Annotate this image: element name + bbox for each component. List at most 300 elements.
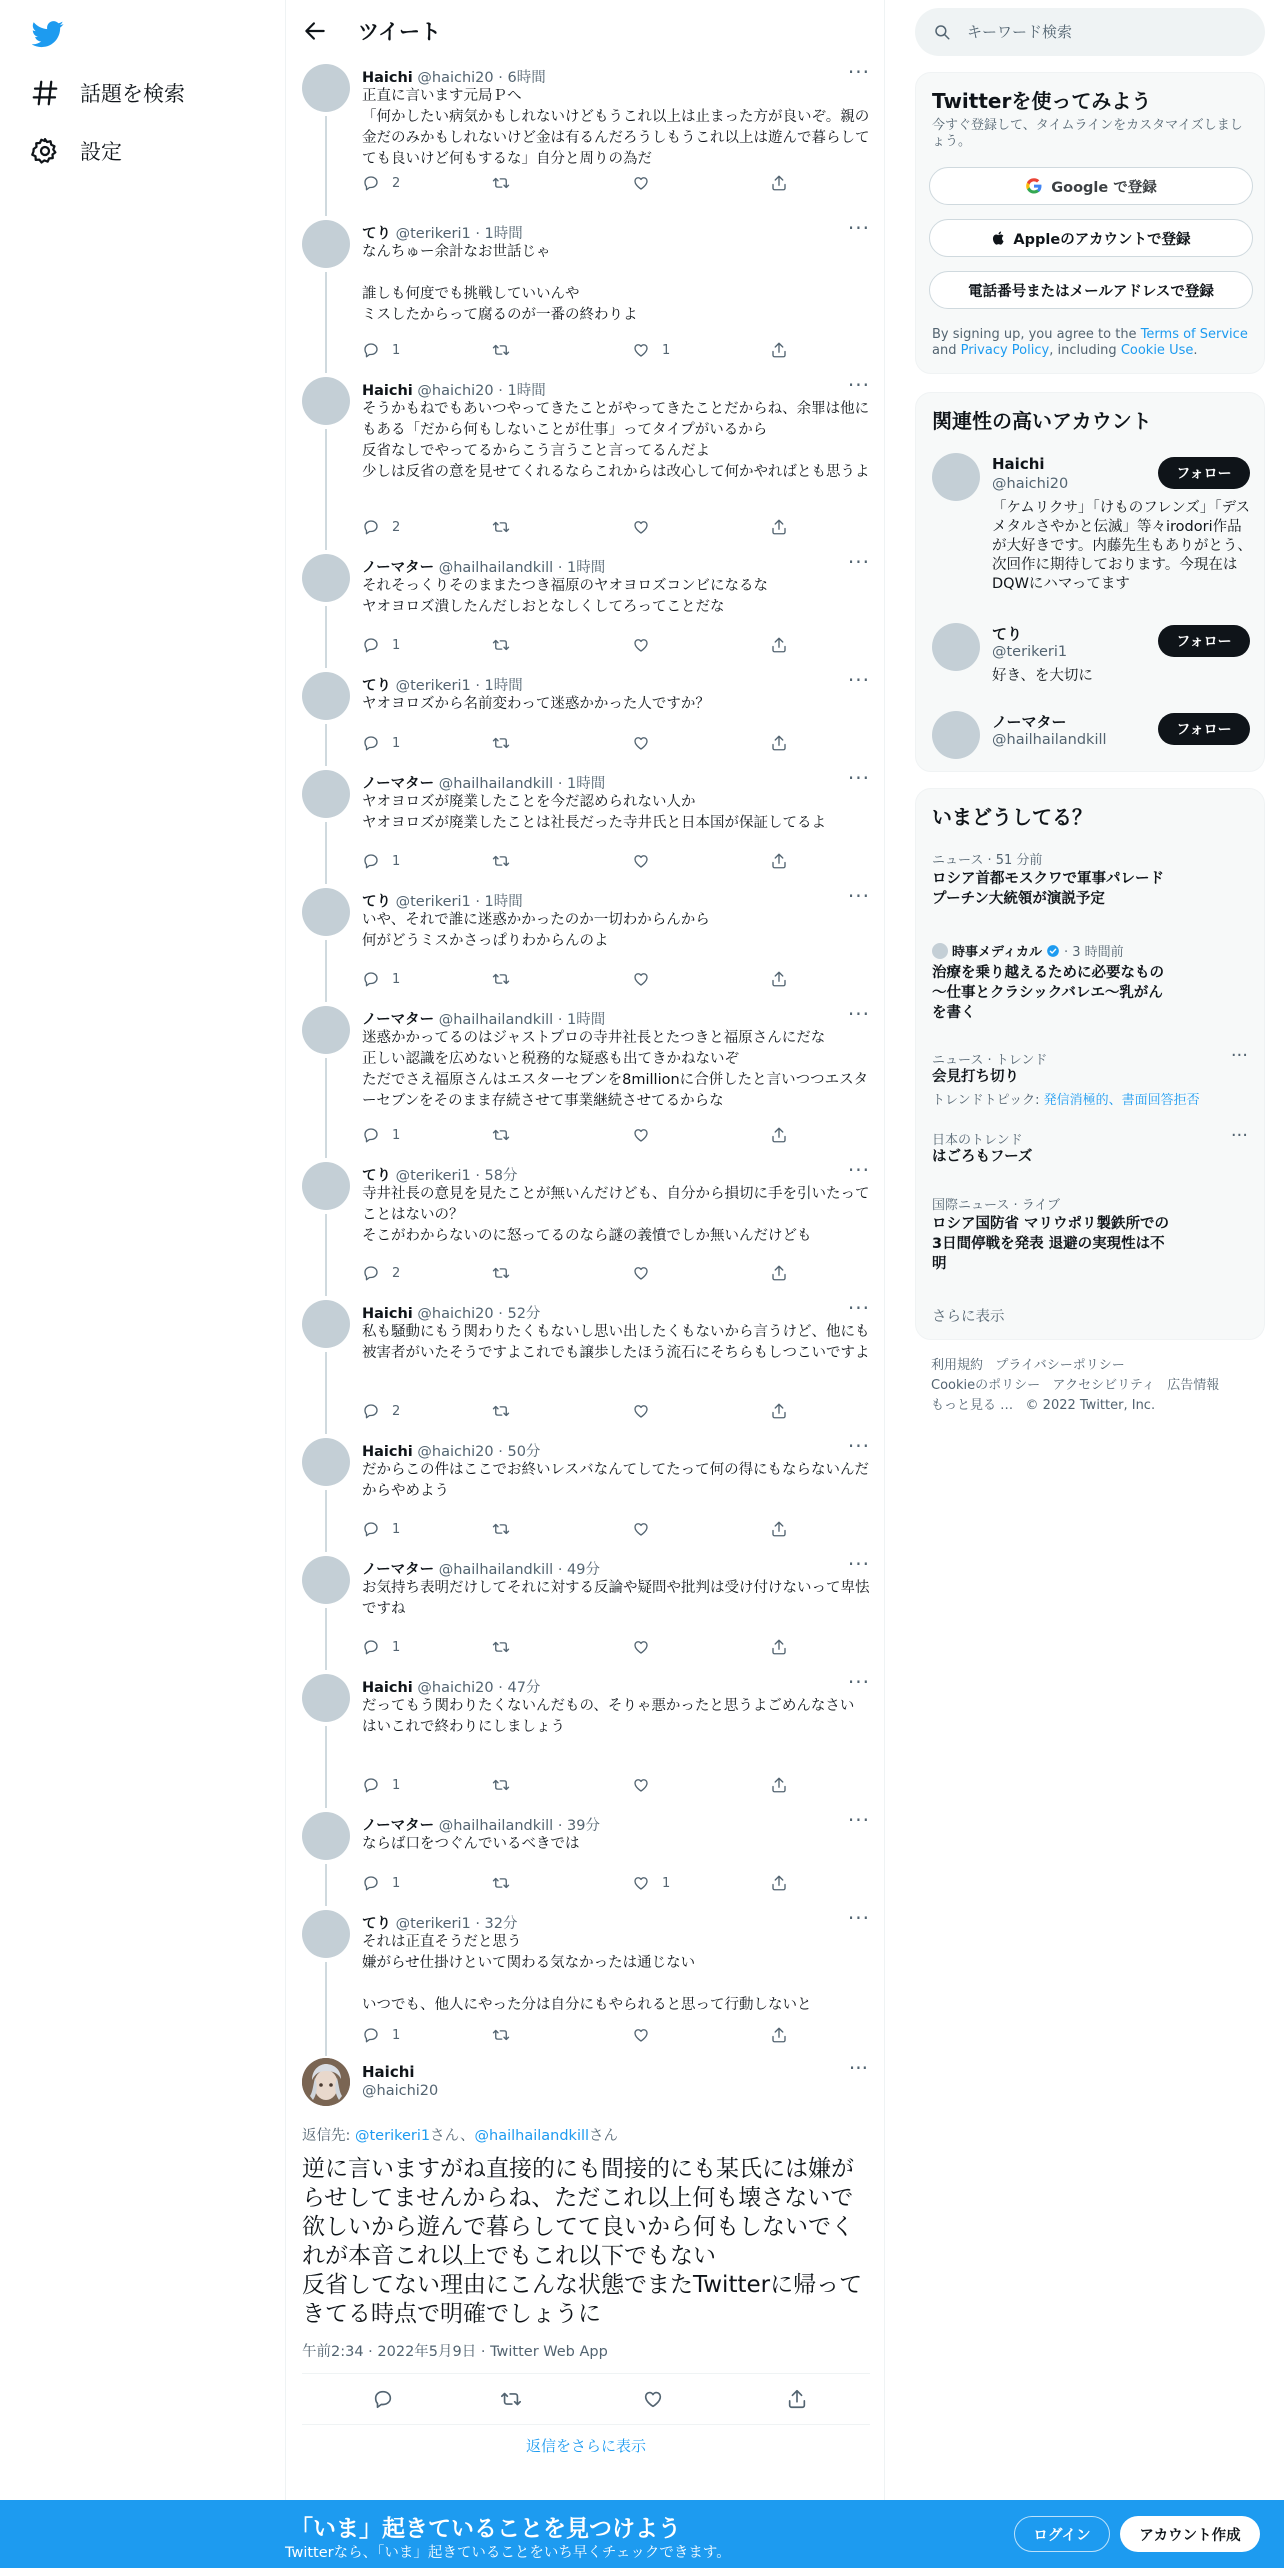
avatar[interactable] — [302, 1006, 350, 1054]
trends-title: いまどうしてる？ — [932, 805, 1092, 829]
share-button[interactable] — [770, 174, 788, 192]
tweet-author-name[interactable]: Haichi — [362, 383, 413, 399]
share-button[interactable] — [770, 636, 788, 654]
reply-icon — [362, 970, 380, 988]
footer-ads-link[interactable]: 広告情報 — [1167, 1378, 1220, 1393]
tweet-author-name[interactable]: てり — [362, 678, 391, 694]
tweet-action-bar — [362, 636, 832, 656]
like-button[interactable] — [632, 970, 662, 988]
reply-suffix: さん — [589, 2128, 619, 2144]
timeline-column — [285, 0, 885, 2500]
tweet-text: それは正直そうだと思う 嫌がらせ仕掛けといて関わる気なかったは通じない いつでも、他人にやった分は自分にもやられると思って行動しないと — [362, 1934, 812, 2013]
tweet-header — [362, 1302, 540, 1323]
more-options-icon[interactable]: ··· — [1230, 1045, 1248, 1066]
trend-item-title[interactable]: はごろもフーズ — [932, 1149, 1033, 1165]
reply-button[interactable] — [362, 734, 400, 752]
reply-button[interactable] — [362, 1264, 400, 1282]
retweet-icon — [492, 852, 510, 870]
apple-signup-button[interactable] — [929, 219, 1253, 257]
thread-connector-line — [325, 606, 327, 668]
reply-icon — [362, 852, 380, 870]
share-button[interactable] — [770, 1126, 788, 1144]
trend-topic-link[interactable]: 発信消極的、書面回答拒否 — [1043, 1093, 1200, 1108]
avatar[interactable] — [302, 1300, 350, 1348]
retweet-icon — [492, 518, 510, 536]
avatar[interactable] — [302, 2058, 350, 2106]
like-button[interactable] — [632, 2026, 662, 2044]
apple-signup-label: Appleのアカウントで登録 — [1013, 231, 1191, 248]
divider — [302, 2424, 870, 2425]
tweet-author-name[interactable]: Haichi — [362, 1444, 413, 1460]
retweet-button[interactable] — [492, 1520, 522, 1538]
reply-button[interactable] — [362, 2026, 400, 2044]
account-bio: 「ケムリクサ」「けものフレンズ」「デスメタルさやかと伝滅」等々irodori作品が大好きです。内藤先生もありがとう、次回作に期待しております。今現在はDQWにハマってます — [992, 500, 1252, 592]
avatar[interactable] — [302, 1910, 350, 1958]
reply-count: 1 — [392, 1777, 401, 1793]
tweet-action-bar — [362, 518, 832, 538]
tweet-handle-and-time[interactable]: @haichi20 · 47分 — [417, 1680, 541, 1696]
nav-explore-label: 話題を検索 — [80, 82, 185, 106]
share-button[interactable] — [770, 518, 788, 536]
like-button[interactable] — [632, 174, 662, 192]
reply-button[interactable] — [362, 970, 400, 988]
reply-count: 1 — [392, 1127, 401, 1143]
tweet-author-name[interactable]: てり — [362, 894, 391, 910]
search-input[interactable] — [967, 20, 1237, 44]
share-button[interactable] — [770, 970, 788, 988]
reply-button[interactable] — [362, 341, 400, 359]
reply-button[interactable] — [362, 1402, 400, 1420]
publisher-avatar — [932, 943, 948, 959]
tweet-text: だからこの件はここでお終いレスバなんてしてたって何の得にもならないんだからやめよう — [362, 1462, 870, 1499]
like-button[interactable] — [632, 1520, 662, 1538]
retweet-button[interactable] — [492, 1402, 522, 1420]
avatar[interactable] — [302, 554, 350, 602]
thread-connector-line — [325, 116, 327, 216]
nav-settings-label: 設定 — [80, 140, 122, 164]
more-options-icon[interactable]: ··· — [1230, 1125, 1248, 1146]
reply-count: 1 — [392, 735, 401, 751]
avatar[interactable] — [302, 672, 350, 720]
reply-count: 2 — [392, 175, 401, 191]
trend-item-title[interactable]: ロシア国防省 マリウポリ製鉄所での3日間停戦を発表 退避の実現性は不明 — [932, 1216, 1170, 1272]
trend-topic-prefix: トレンドトピック: — [932, 1093, 1044, 1108]
like-button[interactable] — [632, 1402, 662, 1420]
avatar[interactable] — [302, 377, 350, 425]
footer-accessibility-link[interactable]: アクセシビリティ — [1052, 1378, 1155, 1393]
share-icon — [770, 341, 788, 359]
retweet-icon — [492, 734, 510, 752]
like-button[interactable] — [632, 1874, 670, 1892]
tweet-header — [362, 1676, 540, 1697]
heart-icon — [632, 341, 650, 359]
tweet-handle-and-time[interactable]: @haichi20 · 52分 — [417, 1306, 541, 1322]
focused-tweet-text: 逆に言いますがね直接的にも間接的にも某氏には嫌がらせしてませんからね、ただこれ以上何も壊さないで欲しいから遊んで暮らしてて良いから何もしないでくれが本音これ以上でもこれ以下でもない 反省してない理由にこんな状態でまたTwitterに帰ってきてる時点で明確でしょうに — [302, 2156, 863, 2327]
retweet-button[interactable] — [492, 852, 522, 870]
reply-button[interactable] — [372, 2388, 394, 2414]
more-options-icon[interactable]: ··· — [847, 884, 870, 908]
divider — [302, 2373, 870, 2374]
retweet-icon — [492, 341, 510, 359]
footer-links — [931, 1356, 1261, 1416]
heart-icon — [632, 970, 650, 988]
like-count: 1 — [662, 1875, 671, 1891]
nav-explore[interactable] — [30, 69, 185, 117]
reply-button[interactable] — [362, 1776, 400, 1794]
reply-icon — [362, 174, 380, 192]
trend-item-title[interactable]: ロシア首都モスクワで軍事パレード プーチン大統領が演説予定 — [932, 871, 1170, 907]
tweet-author-name[interactable]: ノーマター — [362, 776, 435, 792]
retweet-icon — [492, 1520, 510, 1538]
thread-connector-line — [325, 1608, 327, 1670]
tweet-handle-and-time[interactable]: @haichi20 · 1時間 — [417, 383, 546, 399]
show-more-replies-link[interactable]: 返信をさらに表示 — [525, 2437, 646, 2455]
tweet-text: だってもう関わりたくないんだもの、そりゃ悪かったと思うよごめんなさい はいこれで終わりにしましょう — [362, 1698, 855, 1735]
retweet-button[interactable] — [492, 2026, 522, 2044]
focused-author-name[interactable]: Haichi — [362, 2063, 415, 2081]
like-button[interactable] — [632, 1264, 662, 1282]
share-button[interactable] — [770, 1776, 788, 1794]
focused-author-handle[interactable]: @haichi20 — [362, 2083, 439, 2099]
reply-button[interactable] — [362, 1638, 400, 1656]
heart-icon — [632, 1402, 650, 1420]
tweet-timestamp[interactable]: 午前2:34 · 2022年5月9日 · Twitter Web App — [302, 2344, 608, 2360]
reply-count: 1 — [392, 1639, 401, 1655]
reply-count: 1 — [392, 637, 401, 653]
thread-connector-line — [325, 1490, 327, 1552]
tweet-handle-and-time[interactable]: @terikeri1 · 1時間 — [395, 894, 523, 910]
tweet-header — [362, 222, 523, 243]
more-options-icon[interactable]: ··· — [847, 373, 870, 397]
search-icon — [933, 23, 951, 41]
tweet-text: お気持ち表明だけしてそれに対する反論や疑問や批判は受け付けないって卑怯ですね — [362, 1580, 870, 1617]
more-options-icon[interactable]: ··· — [847, 1552, 870, 1576]
reply-icon — [362, 518, 380, 536]
footer-more-link[interactable]: もっと見る … — [931, 1398, 1014, 1413]
reply-count: 1 — [392, 1875, 401, 1891]
tweet-action-bar — [362, 1638, 832, 1658]
avatar-image-icon — [302, 2058, 350, 2106]
more-options-icon[interactable]: ··· — [847, 1808, 870, 1832]
more-options-icon[interactable]: ··· — [848, 2056, 868, 2080]
tweet-header — [362, 1164, 518, 1185]
thread-connector-line — [325, 940, 327, 1002]
share-icon — [770, 174, 788, 192]
more-options-icon[interactable]: ··· — [847, 1434, 870, 1458]
back-arrow-icon[interactable] — [302, 18, 328, 44]
page-header — [286, 0, 886, 62]
trend-item-title[interactable]: 治療を乗り越えるために必要なもの～仕事とクラシックバレエ～乳がんを書く — [932, 965, 1164, 1021]
thread-connector-line — [325, 1962, 327, 2056]
tweet-handle-and-time[interactable]: @haichi20 · 50分 — [417, 1444, 541, 1460]
tweet-handle-and-time[interactable]: @hailhailandkill · 1時間 — [438, 776, 606, 792]
like-button[interactable] — [632, 1126, 662, 1144]
mention-link-terikeri1[interactable]: @terikeri1 — [355, 2128, 431, 2144]
account-handle[interactable]: @terikeri1 — [992, 644, 1068, 660]
retweet-icon — [492, 1402, 510, 1420]
retweet-icon — [492, 636, 510, 654]
account-name[interactable]: Haichi — [992, 455, 1045, 473]
login-button[interactable]: ログイン — [1014, 2516, 1110, 2552]
thread-connector-line — [325, 724, 327, 766]
avatar[interactable] — [302, 770, 350, 818]
tweet-action-bar — [362, 852, 832, 872]
privacy-policy-link[interactable]: Privacy Policy — [960, 343, 1050, 358]
reply-button[interactable] — [362, 636, 400, 654]
avatar[interactable] — [932, 623, 980, 671]
footer-privacy-link[interactable]: プライバシーポリシー — [995, 1358, 1125, 1373]
retweet-button[interactable] — [492, 1874, 522, 1892]
thread-connector-line — [325, 272, 327, 373]
tweet-handle-and-time[interactable]: @terikeri1 · 1時間 — [395, 678, 523, 694]
retweet-button[interactable] — [492, 518, 522, 536]
heart-icon — [642, 2388, 664, 2410]
tweet-handle-and-time[interactable]: @hailhailandkill · 49分 — [438, 1562, 600, 1578]
share-button[interactable] — [770, 1520, 788, 1538]
heart-icon — [632, 1776, 650, 1794]
heart-icon — [632, 1874, 650, 1892]
avatar[interactable] — [302, 1812, 350, 1860]
more-options-icon[interactable]: ··· — [847, 1158, 870, 1182]
tweet-header — [362, 674, 523, 695]
tweet-handle-and-time[interactable]: @hailhailandkill · 1時間 — [438, 1012, 606, 1028]
more-options-icon[interactable]: ··· — [847, 1002, 870, 1026]
retweet-button[interactable] — [500, 2388, 522, 2414]
like-button[interactable] — [632, 1776, 662, 1794]
phone-email-signup-button[interactable] — [929, 271, 1253, 309]
reply-count: 1 — [392, 342, 401, 358]
retweet-icon — [492, 1776, 510, 1794]
tweet-action-bar — [362, 1520, 832, 1540]
trend-meta: ニュース · 51 分前 — [932, 853, 1043, 868]
account-name[interactable]: ノーマター — [992, 713, 1067, 731]
tweet-header — [362, 890, 523, 911]
tweet-author-name[interactable]: てり — [362, 1168, 391, 1184]
reply-button[interactable] — [362, 852, 400, 870]
tweet-text: そうかもねでもあいつやってきたことがやってきたことだからね、余罪は他にもある「だから何もしないことが仕事」ってタイプがいるから 反省なしでやってるからこう言うこと言ってるんだよ 少しは反省の意を見せてくれるならこれからは改心して何かやればとも思うよ — [362, 401, 870, 480]
tweet-text: ヤオヨロズから名前変わって迷惑かかった人ですか？ — [362, 696, 710, 712]
follow-button[interactable]: フォロー — [1158, 713, 1250, 745]
retweet-icon — [492, 2026, 510, 2044]
reply-icon — [362, 734, 380, 752]
left-nav — [0, 0, 285, 2568]
retweet-button[interactable] — [492, 1264, 522, 1282]
tweet-handle-and-time[interactable]: @hailhailandkill · 39分 — [438, 1818, 600, 1834]
tweet-author-name[interactable]: ノーマター — [362, 1012, 435, 1028]
retweet-icon — [492, 174, 510, 192]
retweet-icon — [500, 2388, 522, 2410]
google-signup-button[interactable] — [929, 167, 1253, 205]
like-button[interactable] — [632, 734, 662, 752]
thread-connector-line — [325, 1058, 327, 1158]
avatar[interactable] — [932, 711, 980, 759]
retweet-icon — [492, 1126, 510, 1144]
cookie-use-link[interactable]: Cookie Use — [1120, 343, 1194, 358]
tweet-text: ならば口をつぐんでいるべきでは — [362, 1836, 580, 1852]
thread-connector-line — [325, 1864, 327, 1906]
avatar[interactable] — [302, 1162, 350, 1210]
heart-icon — [632, 518, 650, 536]
reply-button[interactable] — [362, 518, 400, 536]
tweet-text: ヤオヨロズが廃業したことを今だ認められない人か ヤオヨロズが廃業したことは社長だった寺井氏と日本国が保証してるよ — [362, 794, 826, 831]
tweet-author-name[interactable]: Haichi — [362, 1680, 413, 1696]
signup-subtitle: 今すぐ登録して、タイムラインをカスタマイズしましょう。 — [932, 118, 1243, 149]
tweet-author-name[interactable]: ノーマター — [362, 560, 435, 576]
thread-connector-line — [325, 1726, 327, 1808]
follow-button[interactable]: フォロー — [1158, 457, 1250, 489]
retweet-button[interactable] — [492, 636, 522, 654]
reply-count: 1 — [392, 853, 401, 869]
avatar[interactable] — [302, 64, 350, 112]
reply-count: 1 — [392, 2027, 401, 2043]
more-options-icon[interactable]: ··· — [847, 668, 870, 692]
related-accounts-card — [915, 392, 1265, 772]
account-name[interactable]: てり — [992, 625, 1023, 643]
tweet-action-bar — [362, 734, 832, 754]
tweet-handle-and-time[interactable]: @terikeri1 · 32分 — [395, 1916, 518, 1932]
reply-button[interactable] — [362, 1520, 400, 1538]
share-icon — [770, 970, 788, 988]
heart-icon — [632, 1638, 650, 1656]
reply-button[interactable] — [362, 1874, 400, 1892]
tweet-text: 正直に言います元局Ｐへ 「何かしたい病気かもしれないけどもうこれ以上は止まった方が良いぞ。親の金だのみかもしれないけど金は有るんだろうしもうこれ以上は遊んで暮らしてても良いけど何もするな」自分と周りの為だ — [362, 88, 870, 167]
more-options-icon[interactable]: ··· — [847, 60, 870, 84]
tweet-author-name[interactable]: ノーマター — [362, 1562, 435, 1578]
tweet-handle-and-time[interactable]: @terikeri1 · 58分 — [395, 1168, 518, 1184]
hashtag-icon — [30, 78, 60, 108]
tweet-header — [362, 772, 605, 793]
tweet-text: それそっくりそのままたつき福原のヤオヨロズコンビになるな ヤオヨロズ潰したんだしおとなしくしてろってことだな — [362, 578, 768, 615]
like-button[interactable] — [632, 852, 662, 870]
more-options-icon[interactable]: ··· — [847, 216, 870, 240]
like-button[interactable] — [632, 1638, 662, 1656]
like-button[interactable] — [632, 341, 670, 359]
retweet-icon — [492, 970, 510, 988]
trend-meta — [932, 941, 1124, 960]
signup-title: Twitterを使ってみよう — [932, 89, 1152, 113]
search-bar[interactable] — [915, 8, 1265, 56]
heart-icon — [632, 1264, 650, 1282]
reply-icon — [362, 1520, 380, 1538]
tweet-action-bar — [362, 1264, 832, 1284]
more-options-icon[interactable]: ··· — [847, 550, 870, 574]
account-handle[interactable]: @haichi20 — [992, 476, 1069, 492]
share-button[interactable] — [770, 734, 788, 752]
heart-icon — [632, 2026, 650, 2044]
retweet-button[interactable] — [492, 1638, 522, 1656]
focused-action-bar — [286, 2388, 886, 2412]
like-button[interactable] — [632, 636, 662, 654]
heart-icon — [632, 174, 650, 192]
reply-icon — [362, 1874, 380, 1892]
tweet-action-bar — [362, 174, 832, 194]
avatar[interactable] — [302, 1674, 350, 1722]
like-count: 1 — [662, 342, 671, 358]
share-button[interactable] — [770, 1402, 788, 1420]
retweet-button[interactable] — [492, 341, 522, 359]
reply-prefix: 返信先: — [302, 2128, 355, 2144]
phone-email-signup-label: 電話番号またはメールアドレスで登録 — [968, 283, 1214, 300]
tweet-text: いや、それで誰に迷惑かかったのか一切わからんから 何がどうミスかさっぱりわからんのよ — [362, 912, 710, 949]
heart-icon — [632, 1520, 650, 1538]
heart-icon — [632, 852, 650, 870]
footer-cookie-link[interactable]: Cookieのポリシー — [931, 1378, 1041, 1393]
trend-item-title[interactable]: 会見打ち切り — [932, 1069, 1019, 1085]
footer-terms-link[interactable]: 利用規約 — [931, 1358, 984, 1373]
tweet-handle-and-time[interactable]: @hailhailandkill · 1時間 — [438, 560, 606, 576]
share-icon — [770, 1126, 788, 1144]
reply-button[interactable] — [362, 1126, 400, 1144]
tweet-action-bar — [362, 341, 832, 361]
tweet-header — [362, 1912, 518, 1933]
more-options-icon[interactable]: ··· — [847, 1296, 870, 1320]
tweet-author-name[interactable]: Haichi — [362, 70, 413, 86]
share-button[interactable] — [786, 2388, 808, 2414]
like-button[interactable] — [642, 2388, 664, 2414]
share-icon — [770, 1402, 788, 1420]
tweet-header — [362, 66, 546, 87]
avatar[interactable] — [302, 220, 350, 268]
retweet-button[interactable] — [492, 970, 522, 988]
share-button[interactable] — [770, 1264, 788, 1282]
thread-connector-line — [325, 822, 327, 884]
retweet-button[interactable] — [492, 1776, 522, 1794]
mention-link-hailhailandkill[interactable]: @hailhailandkill — [474, 2128, 590, 2144]
google-icon — [1025, 177, 1043, 195]
account-handle[interactable]: @hailhailandkill — [992, 732, 1107, 748]
related-accounts-title: 関連性の高いアカウント — [932, 409, 1152, 433]
more-options-icon[interactable]: ··· — [847, 1670, 870, 1694]
reply-button[interactable] — [362, 174, 400, 192]
more-options-icon[interactable]: ··· — [847, 1906, 870, 1930]
heart-icon — [632, 734, 650, 752]
retweet-button[interactable] — [492, 174, 522, 192]
share-button[interactable] — [770, 852, 788, 870]
retweet-button[interactable] — [492, 1126, 522, 1144]
account-bio: 好き、を大切に — [992, 668, 1093, 684]
follow-button[interactable]: フォロー — [1158, 625, 1250, 657]
share-button[interactable] — [770, 1874, 788, 1892]
tweet-author-name[interactable]: てり — [362, 1916, 391, 1932]
create-account-button[interactable]: アカウント作成 — [1120, 2516, 1260, 2552]
tweet-handle-and-time[interactable]: @terikeri1 · 1時間 — [395, 226, 523, 242]
terms-of-service-link[interactable]: Terms of Service — [1140, 327, 1248, 342]
tweet-author-name[interactable]: ノーマター — [362, 1818, 435, 1834]
nav-settings[interactable] — [30, 127, 122, 175]
avatar[interactable] — [302, 1438, 350, 1486]
tweet-handle-and-time[interactable]: @haichi20 · 6時間 — [417, 70, 546, 86]
share-button[interactable] — [770, 341, 788, 359]
avatar[interactable] — [932, 453, 980, 501]
verified-badge-icon — [1046, 944, 1060, 958]
avatar[interactable] — [302, 1556, 350, 1604]
retweet-button[interactable] — [492, 734, 522, 752]
heart-icon — [632, 1126, 650, 1144]
reply-icon — [362, 341, 380, 359]
twitter-logo-icon[interactable] — [32, 18, 64, 50]
like-button[interactable] — [632, 518, 662, 536]
tweet-author-name[interactable]: Haichi — [362, 1306, 413, 1322]
reply-to-line — [302, 2124, 618, 2145]
tweet-author-name[interactable]: てり — [362, 226, 391, 242]
share-button[interactable] — [770, 2026, 788, 2044]
tweet-header — [362, 1008, 605, 1029]
tweet-action-bar — [362, 1402, 832, 1422]
avatar[interactable] — [302, 888, 350, 936]
show-more-trends-link[interactable]: さらに表示 — [932, 1309, 1005, 1325]
share-button[interactable] — [770, 1638, 788, 1656]
more-options-icon[interactable]: ··· — [847, 766, 870, 790]
